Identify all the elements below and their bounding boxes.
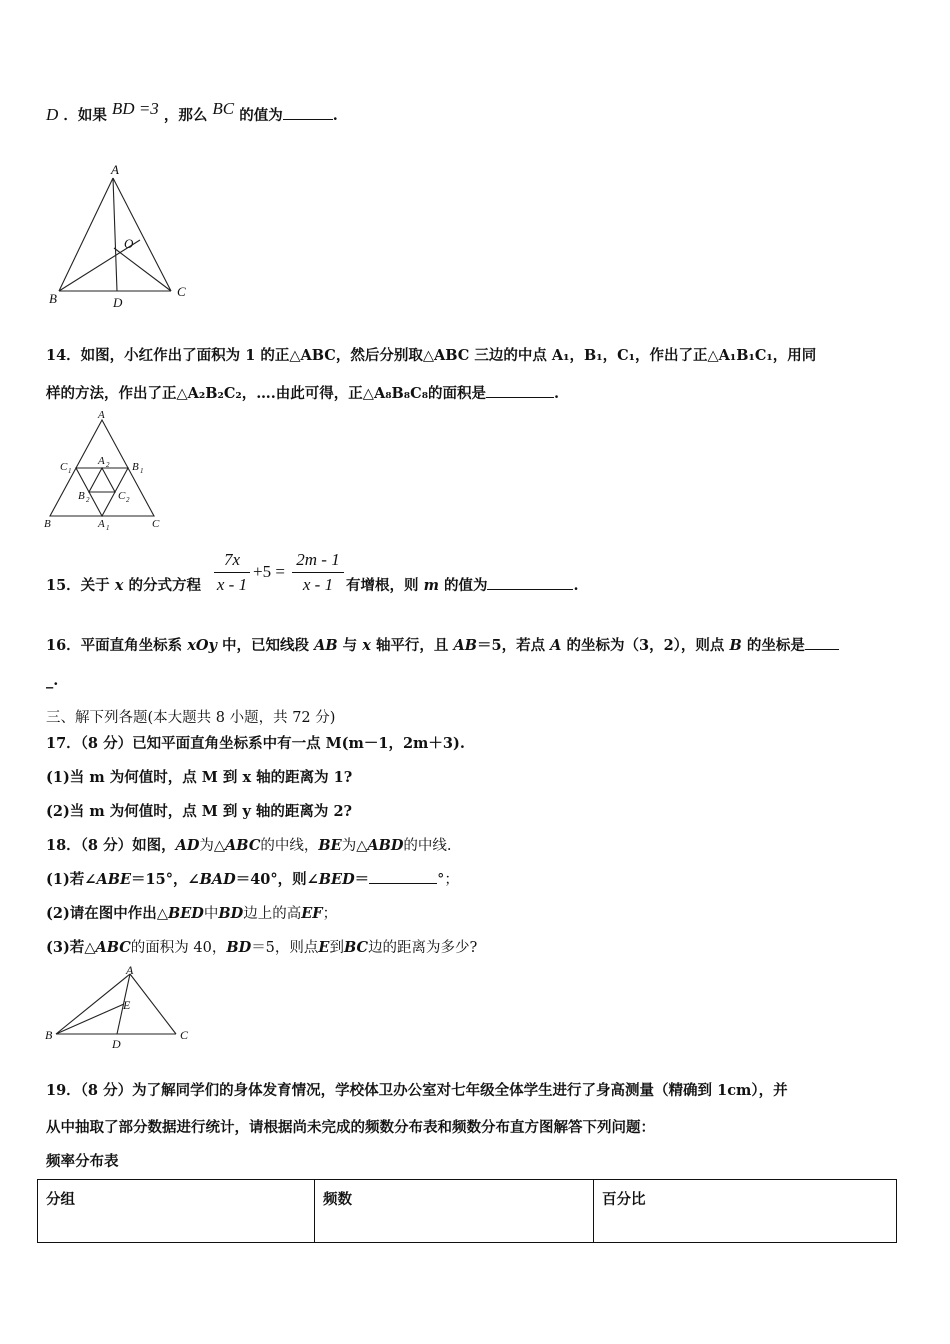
fig18-label-b: B bbox=[45, 1028, 53, 1042]
q17-part2: (2)当 m 为何值时，点 M 到 y 轴的距离为 2? bbox=[46, 803, 353, 820]
q16-b: B bbox=[729, 637, 742, 654]
q15-prefix: 15．关于 bbox=[46, 577, 110, 594]
q18-abc: △ABC bbox=[213, 837, 261, 854]
fig14-label-c1: C bbox=[60, 461, 68, 473]
frequency-table bbox=[37, 1179, 897, 1243]
q15-period: . bbox=[573, 577, 579, 594]
q18-p3-c: ＝5，则点 bbox=[251, 940, 319, 956]
q15-fraction-2 bbox=[292, 550, 344, 595]
fig18-label-d: D bbox=[112, 1037, 121, 1051]
q18-be: BE bbox=[318, 837, 342, 854]
fig14-label-c2-sub: 2 bbox=[126, 496, 130, 504]
q18-p1-b: ＝15°，∠ bbox=[131, 871, 200, 888]
q18-p2-a: (2)请在图中作出 bbox=[46, 905, 157, 922]
fig14-inner-triangle bbox=[89, 468, 115, 492]
q18-p3-f: 边的距离为多少? bbox=[368, 940, 478, 956]
q13-answer-blank bbox=[283, 118, 333, 120]
fig13-label-b: B bbox=[49, 291, 57, 306]
q18-part2 bbox=[46, 902, 337, 923]
fig13-label-c: C bbox=[177, 284, 186, 299]
fig13-segment-co bbox=[114, 248, 171, 291]
fig18-segment-be bbox=[56, 1004, 124, 1034]
table-header-group: 分组 bbox=[38, 1180, 315, 1243]
q15-frac2-denominator: x - 1 bbox=[302, 575, 334, 594]
q18-p3-b: 的面积为 40， bbox=[130, 940, 227, 956]
q16-ab-2: AB bbox=[453, 637, 478, 654]
q18-p2-b: 中 bbox=[203, 906, 219, 922]
q18-p3-e: E bbox=[318, 939, 330, 956]
q19-line2: 从中抽取了部分数据进行统计，请根据尚未完成的频数分布表和频数分布直方图解答下列问题： bbox=[46, 1119, 655, 1136]
fig14-label-b2: B bbox=[78, 490, 85, 502]
q18-answer-blank bbox=[369, 882, 437, 884]
q16-text-7: 的坐标是 bbox=[746, 637, 805, 654]
q18-p3-abc: △ABC bbox=[84, 939, 131, 956]
q15-frac1-numerator: 7x bbox=[214, 550, 250, 573]
q16-text-3: 与 bbox=[342, 637, 358, 654]
q16-text-2: 中，已知线段 bbox=[222, 637, 310, 654]
q14-answer-blank bbox=[486, 396, 554, 398]
fig14-label-a1: A bbox=[98, 518, 105, 530]
fig14-label-c: C bbox=[152, 518, 160, 530]
q18-part3 bbox=[46, 936, 477, 957]
q15-var-m: m bbox=[423, 577, 439, 594]
fig14-label-b2-sub: 2 bbox=[86, 496, 90, 504]
fig14-label-b1: B bbox=[132, 461, 139, 473]
q13-period: . bbox=[332, 107, 338, 124]
fig13-label-o: O bbox=[124, 236, 134, 251]
table-header-frequency: 频数 bbox=[315, 1180, 594, 1243]
q16-text-6: 的坐标为（3，2），则点 bbox=[566, 637, 725, 654]
q18-p1-d: ＝ bbox=[354, 871, 370, 888]
q15-suffix-line bbox=[346, 574, 579, 595]
q18-p3-bd: BD bbox=[226, 939, 252, 956]
q18-abd: △ABD bbox=[356, 837, 404, 854]
q16-x: x bbox=[362, 637, 371, 654]
q17-stem: 17．（8 分）已知平面直角坐标系中有一点 M(m－1，2m＋3). bbox=[46, 735, 465, 752]
q16-xoy: xOy bbox=[187, 637, 217, 654]
q14-line2 bbox=[46, 382, 559, 403]
q13-mid-text: ，那么 bbox=[163, 107, 208, 124]
fig18-label-e: E bbox=[123, 998, 131, 1012]
q19-line1: 19．（8 分）为了解同学们的身体发育情况，学校体卫办公室对七年级全体学生进行了身高测量（精确到 1cm），并 bbox=[46, 1082, 788, 1099]
q13-dot-text: ．如果 bbox=[63, 107, 107, 124]
q18-p1-e: °； bbox=[437, 872, 459, 888]
q18-part1 bbox=[46, 868, 459, 889]
q18-stem-d: 为 bbox=[341, 838, 357, 854]
fig14-label-a: A bbox=[98, 409, 105, 421]
q16-text-1: 16．平面直角坐标系 bbox=[46, 637, 183, 654]
q18-p2-d: ； bbox=[322, 906, 338, 922]
q18-p1-c: ＝40°，则∠ bbox=[235, 871, 319, 888]
fig18-side-ac bbox=[130, 974, 176, 1034]
q14-line1: 14．如图，小红作出了面积为 1 的正△ABC，然后分别取△ABC 三边的中点 A₁，B₁，C₁，作出了正△A₁B₁C₁，用同 bbox=[46, 347, 817, 364]
fig14-label-b1-sub: 1 bbox=[140, 467, 144, 475]
q13-end-text: 的值为 bbox=[239, 107, 283, 124]
q15-middle: 的分式方程 bbox=[128, 577, 201, 594]
q13-condition-line bbox=[46, 99, 338, 125]
q13-point-label: D bbox=[46, 105, 59, 124]
q18-p1-bad: BAD bbox=[199, 871, 236, 888]
q13-target-math: BC bbox=[212, 99, 235, 118]
fig14-label-a1-sub: 1 bbox=[106, 524, 110, 532]
fig13-label-d: D bbox=[113, 295, 123, 310]
q18-p3-a: (3)若 bbox=[46, 939, 85, 956]
q18-stem-b: 为 bbox=[199, 838, 214, 854]
figure-14-nested-triangles bbox=[40, 408, 170, 533]
fig14-label-a2: A bbox=[98, 455, 105, 467]
fig13-label-a: A bbox=[111, 162, 119, 177]
q18-p2-c: 边上的高 bbox=[243, 906, 302, 922]
table-header-percentage: 百分比 bbox=[594, 1180, 897, 1243]
fig14-label-a2-sub: 2 bbox=[106, 461, 110, 469]
q18-p2-bed: △BED bbox=[156, 905, 204, 922]
q15-end: 的值为 bbox=[443, 577, 488, 594]
q15-var-x: x bbox=[114, 577, 124, 594]
table-header-row bbox=[38, 1180, 897, 1243]
q18-p1-abe: ABE bbox=[96, 871, 132, 888]
q18-ad: AD bbox=[175, 837, 200, 854]
q15-frac1-denominator: x - 1 bbox=[216, 575, 248, 594]
q15-after: 有增根，则 bbox=[346, 577, 419, 594]
q18-p2-bd: BD bbox=[218, 905, 244, 922]
fig18-label-a: A bbox=[126, 964, 134, 977]
q18-stem-c: 的中线， bbox=[260, 838, 319, 854]
q18-p2-ef: EF bbox=[301, 905, 323, 922]
q13-condition-math: BD =3 bbox=[111, 99, 159, 118]
q18-p3-d: 到 bbox=[329, 940, 344, 956]
q16-answer-blank bbox=[805, 648, 839, 650]
fig14-label-b: B bbox=[44, 518, 51, 530]
q14-line2-end: . bbox=[554, 385, 560, 402]
fig14-label-c1-sub: 1 bbox=[68, 467, 72, 475]
q16-a: A bbox=[550, 637, 562, 654]
q16-text-4: 轴平行，且 bbox=[375, 637, 449, 654]
q16-line2: _. bbox=[46, 672, 59, 689]
fig13-side-ac bbox=[113, 178, 171, 291]
q19-table-title: 频率分布表 bbox=[46, 1153, 119, 1170]
q18-stem bbox=[46, 834, 452, 855]
q16-ab: AB bbox=[314, 637, 338, 654]
section-3-title: 三、解下列各题(本大题共 8 小题，共 72 分) bbox=[46, 710, 336, 726]
fig18-label-c: C bbox=[180, 1028, 189, 1042]
q16-line1 bbox=[46, 634, 839, 655]
q18-stem-a: 18．（8 分）如图， bbox=[46, 837, 176, 854]
q15-frac2-numerator: 2m - 1 bbox=[292, 550, 344, 573]
q15-plus-equals: +5 = bbox=[253, 562, 285, 581]
q16-text-5: ＝5，若点 bbox=[477, 637, 546, 654]
q18-p1-a: (1)若∠ bbox=[46, 871, 97, 888]
q18-stem-e: 的中线. bbox=[403, 838, 452, 854]
fig13-segment-ad bbox=[113, 178, 117, 291]
fig14-label-c2: C bbox=[118, 490, 126, 502]
q15-fraction-1 bbox=[214, 550, 250, 595]
q18-p3-bc: BC bbox=[343, 939, 369, 956]
q14-line2-text: 样的方法，作出了正△A₂B₂C₂，….由此可得，正△A₈B₈C₈的面积是 bbox=[46, 385, 487, 402]
figure-13-triangle bbox=[40, 158, 200, 313]
q18-p1-bed: BED bbox=[318, 871, 355, 888]
q15-answer-blank bbox=[487, 588, 573, 590]
q15-prefix-line bbox=[46, 574, 201, 595]
q17-part1: (1)当 m 为何值时，点 M 到 x 轴的距离为 1? bbox=[46, 769, 353, 786]
figure-18-triangle bbox=[40, 964, 200, 1056]
